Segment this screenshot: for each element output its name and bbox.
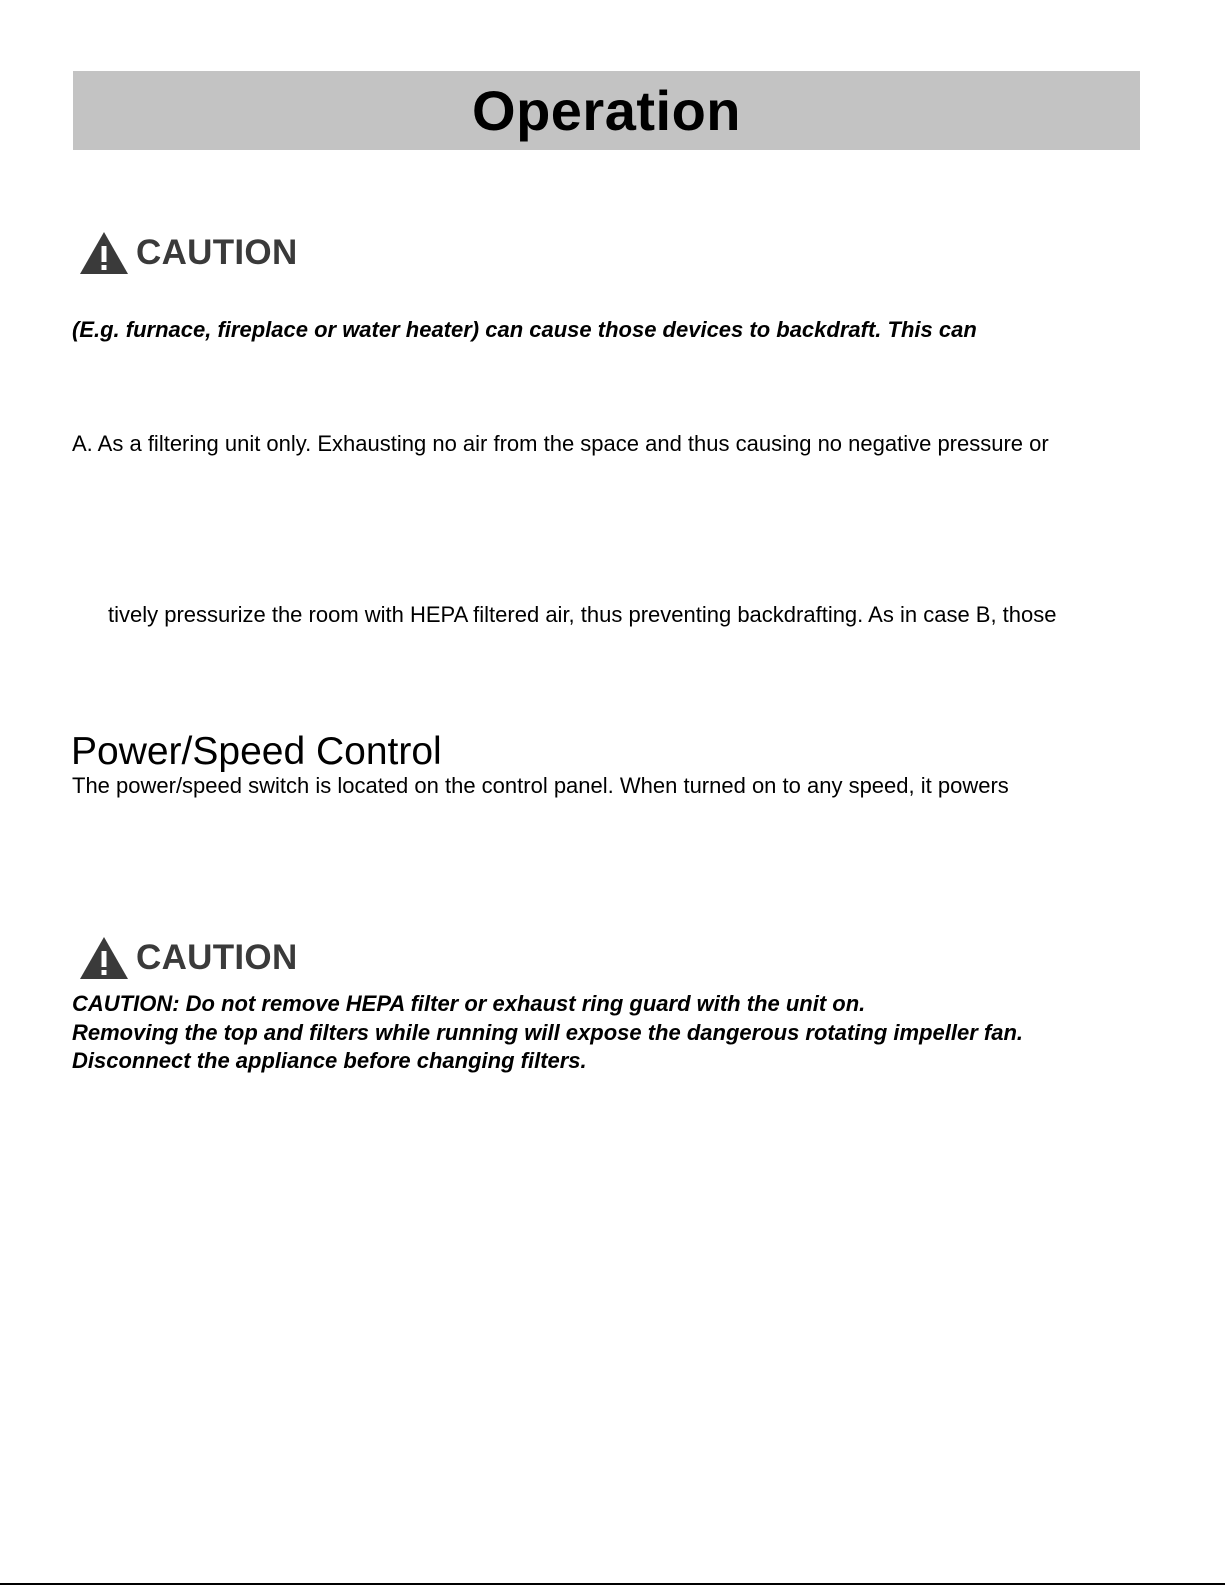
warning-triangle-icon — [78, 935, 130, 981]
power-section-text: The power/speed switch is located on the control panel. When turned on to any speed, it powers — [72, 773, 1009, 798]
caution-text-line: CAUTION: Do not remove HEPA filter or exhaust ring guard with the unit on. — [72, 991, 866, 1016]
option-a-text: A. As a filtering unit only. Exhausting no air from the space and thus causing no negative pressure or — [72, 431, 1049, 456]
warning-triangle-icon — [78, 230, 130, 276]
caution-text-line: Disconnect the appliance before changing filters. — [72, 1048, 587, 1073]
caution-text-line: (E.g. furnace, fireplace or water heater) can cause those devices to backdraft. This can — [72, 317, 977, 342]
title-bar — [73, 71, 1140, 150]
section-heading: Power/Speed Control — [71, 730, 442, 773]
caution-heading — [78, 229, 298, 277]
caution-label: CAUTION — [136, 938, 298, 977]
caution-label: CAUTION — [136, 233, 298, 272]
caution-heading — [78, 934, 298, 982]
caution-text-block — [72, 990, 1023, 1076]
caution-text-line: Removing the top and filters while running will expose the dangerous rotating impeller fan. — [72, 1019, 1023, 1045]
page-title: Operation — [472, 78, 741, 142]
option-c-text: tively pressurize the room with HEPA filtered air, thus preventing backdrafting. As in case B, those — [108, 602, 1057, 627]
